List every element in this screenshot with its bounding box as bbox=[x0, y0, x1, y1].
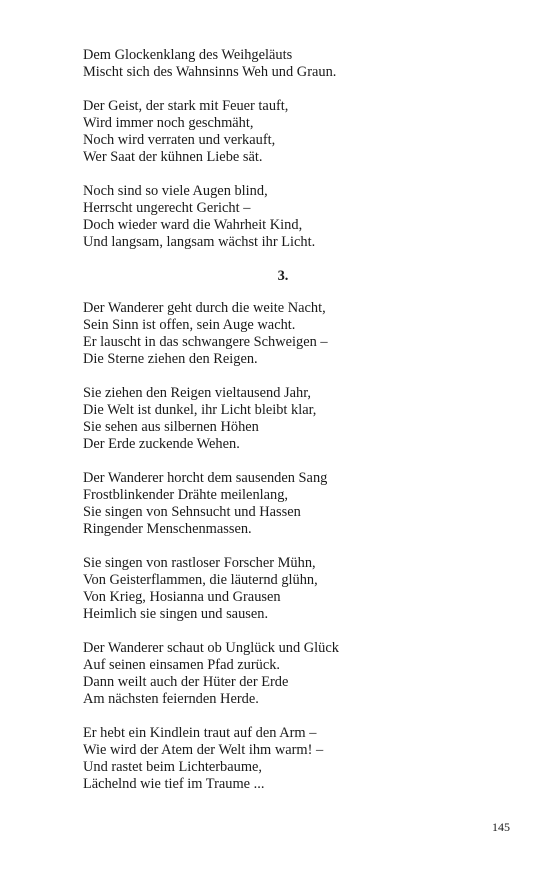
verse-line: Wer Saat der kühnen Liebe sät. bbox=[83, 149, 263, 165]
stanza bbox=[83, 98, 483, 166]
verse-line: Und langsam, langsam wächst ihr Licht. bbox=[83, 234, 316, 250]
verse-line: Der Wanderer geht durch die weite Nacht, bbox=[83, 300, 326, 316]
verse-line: Wird immer noch geschmäht, bbox=[83, 115, 254, 131]
verse-line: Der Wanderer horcht dem sausenden Sang bbox=[83, 470, 328, 486]
section-number: 3. bbox=[277, 268, 289, 284]
verse-line: Noch wird verraten und verkauft, bbox=[83, 132, 276, 148]
stanza bbox=[83, 300, 483, 368]
verse-line: Lächelnd wie tief im Traume ... bbox=[83, 776, 265, 792]
verse-line: Frostblinkender Drähte meilenlang, bbox=[83, 487, 289, 503]
stanza bbox=[83, 555, 483, 623]
verse-line: Der Wanderer schaut ob Unglück und Glück bbox=[83, 640, 339, 656]
verse-line: Der Erde zuckende Wehen. bbox=[83, 436, 240, 452]
verse-line: Ringender Menschenmassen. bbox=[83, 521, 252, 537]
verse-line: Von Krieg, Hosianna und Grausen bbox=[83, 589, 281, 605]
verse-line: Die Welt ist dunkel, ihr Licht bleibt klar, bbox=[83, 402, 317, 418]
verse-line: Er hebt ein Kindlein traut auf den Arm – bbox=[83, 725, 317, 741]
verse-line: Noch sind so viele Augen blind, bbox=[83, 183, 268, 199]
verse-line: Am nächsten feiernden Herde. bbox=[83, 691, 259, 707]
verse-line: Er lauscht in das schwangere Schweigen – bbox=[83, 334, 328, 350]
verse-line: Sie ziehen den Reigen vieltausend Jahr, bbox=[83, 385, 312, 401]
stanza bbox=[83, 640, 483, 708]
verse-line: Dann weilt auch der Hüter der Erde bbox=[83, 674, 289, 690]
verse-line: Sie singen von rastloser Forscher Mühn, bbox=[83, 555, 316, 571]
verse-line: Die Sterne ziehen den Reigen. bbox=[83, 351, 258, 367]
verse-line: Herrscht ungerecht Gericht – bbox=[83, 200, 251, 216]
stanza bbox=[83, 47, 483, 81]
verse-line: Und rastet beim Lichterbaume, bbox=[83, 759, 263, 775]
verse-line: Heimlich sie singen und sausen. bbox=[83, 606, 269, 622]
verse-line: Sein Sinn ist offen, sein Auge wacht. bbox=[83, 317, 296, 333]
verse-line: Sie sehen aus silbernen Höhen bbox=[83, 419, 259, 435]
verse-line: Mischt sich des Wahnsinns Weh und Graun. bbox=[83, 64, 337, 80]
verse-line: Der Geist, der stark mit Feuer tauft, bbox=[83, 98, 289, 114]
stanza bbox=[83, 470, 483, 538]
verse-line: Doch wieder ward die Wahrheit Kind, bbox=[83, 217, 303, 233]
verse-line: Auf seinen einsamen Pfad zurück. bbox=[83, 657, 281, 673]
stanza bbox=[83, 183, 483, 251]
verse-line: Sie singen von Sehnsucht und Hassen bbox=[83, 504, 301, 520]
stanza bbox=[83, 725, 483, 793]
poem-text bbox=[83, 47, 483, 810]
verse-line: Von Geisterflammen, die läuternd glühn, bbox=[83, 572, 318, 588]
verse-line: Dem Glockenklang des Weihgeläuts bbox=[83, 47, 293, 63]
verse-line: Wie wird der Atem der Welt ihm warm! – bbox=[83, 742, 324, 758]
stanza bbox=[83, 385, 483, 453]
page-number: 145 bbox=[492, 820, 510, 834]
